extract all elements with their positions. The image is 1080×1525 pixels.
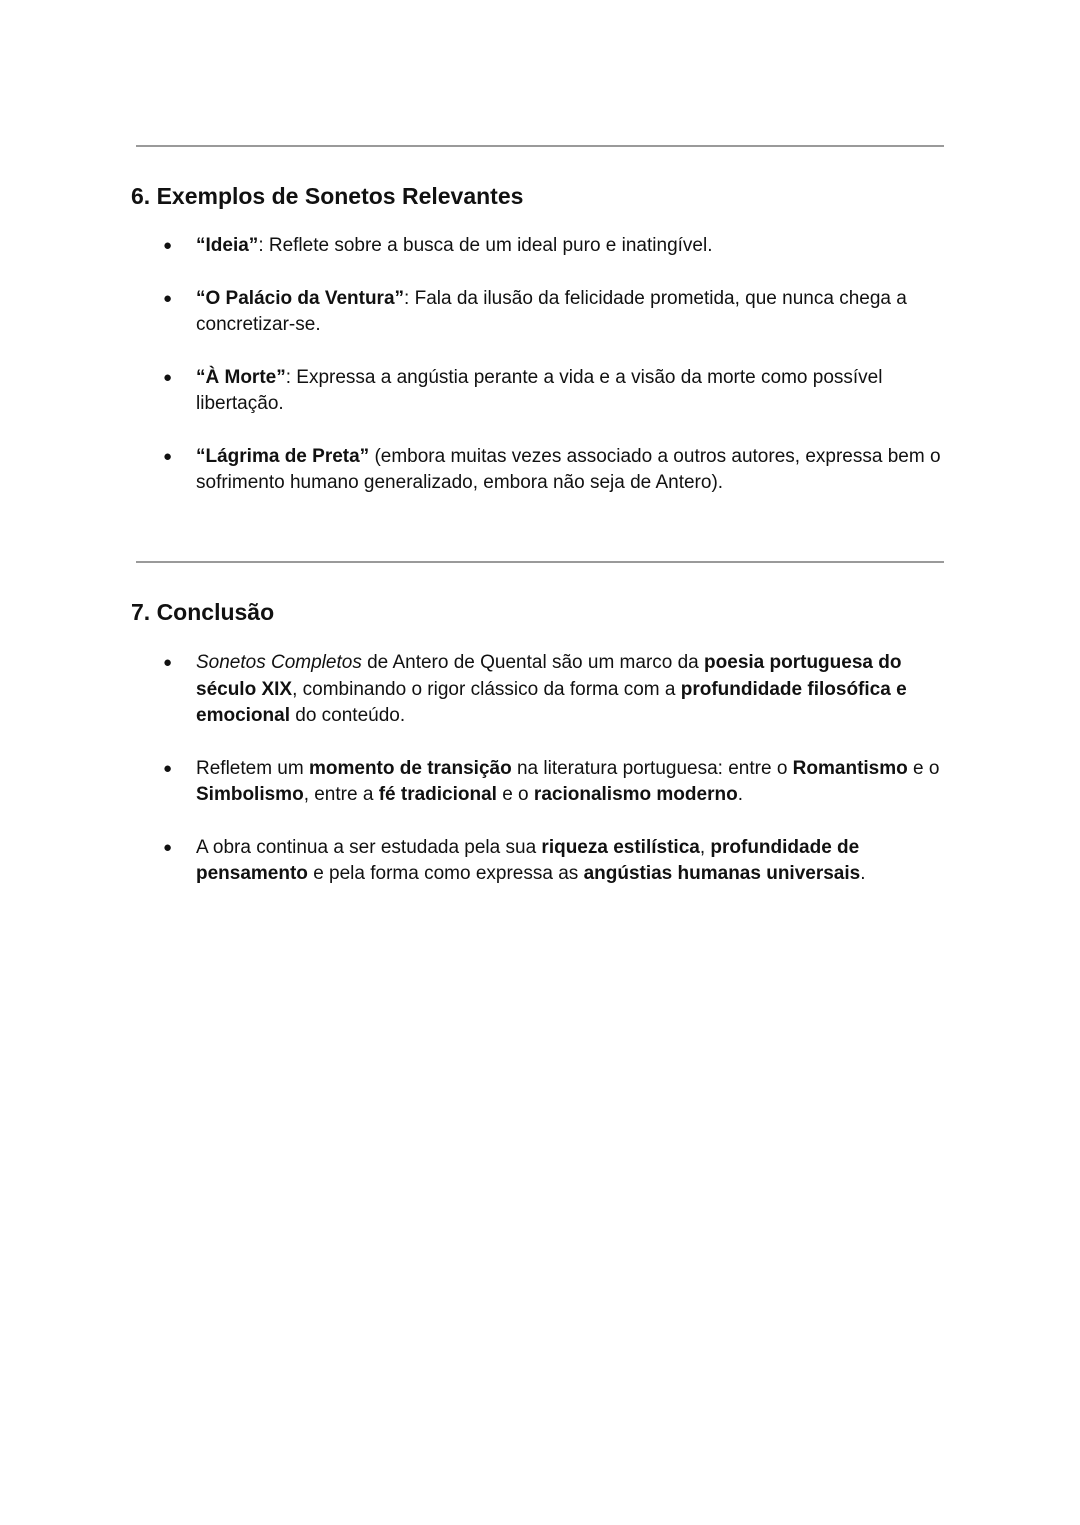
sonnet-title: “Lágrima de Preta” <box>196 445 370 467</box>
list-item <box>163 650 953 730</box>
list-item <box>163 286 953 339</box>
sonnet-title: “Ideia” <box>196 235 259 256</box>
bullet-icon: ● <box>163 289 173 307</box>
rich-text <box>196 758 939 806</box>
body-text: e o <box>907 757 940 779</box>
sonnet-examples-list <box>163 233 953 523</box>
bullet-icon: ● <box>163 237 173 254</box>
emphasis-text: Romantismo <box>792 757 908 779</box>
sonnet-description: : Expressa a angústia perante a vida e a visão da morte como possível libertação. <box>196 366 883 414</box>
emphasis-text: riqueza estilística <box>541 836 700 858</box>
bullet-icon: ● <box>163 654 173 671</box>
emphasis-text: momento de transição <box>308 757 512 779</box>
body-text: . <box>860 863 866 884</box>
body-text: e pela forma como expressa as <box>307 863 584 884</box>
emphasis-text: profundidade filosófica e emocional <box>196 678 907 726</box>
sonnet-title: “À Morte” <box>196 366 286 388</box>
list-item <box>163 835 953 888</box>
sonnet-description: : Reflete sobre a busca de um ideal puro e inatingível. <box>258 235 713 256</box>
section-heading: 7. Conclusão <box>131 599 275 625</box>
emphasis-text: profundidade de pensamento <box>196 836 860 884</box>
body-text: . <box>737 784 743 805</box>
bullet-icon: ● <box>163 759 173 777</box>
conclusion-list <box>163 650 953 914</box>
list-item <box>163 756 953 809</box>
body-text: A obra continua a ser estudada pela sua <box>196 836 542 858</box>
list-item <box>163 233 953 260</box>
body-text: , combinando o rigor clássico da forma com a <box>292 678 681 700</box>
rich-text <box>196 652 907 726</box>
body-text: e o <box>496 784 534 805</box>
sonnet-title: “O Palácio da Ventura” <box>196 287 405 309</box>
horizontal-divider <box>136 145 944 147</box>
sonnet-description: (embora muitas vezes associado a outros autores, expressa bem o sofrimento humano generalizado, embora não seja de Antero). <box>196 445 941 493</box>
bullet-icon: ● <box>163 447 173 465</box>
bullet-icon: ● <box>163 838 173 856</box>
emphasis-text: poesia portuguesa do século XIX <box>196 652 902 700</box>
body-text: na literatura portuguesa: entre o <box>511 757 793 779</box>
body-text: , <box>699 836 711 858</box>
body-text: do conteúdo. <box>289 705 406 726</box>
italic-title: Sonetos Completos <box>196 652 362 673</box>
emphasis-text: angústias humanas universais <box>583 863 861 884</box>
horizontal-divider <box>136 561 944 563</box>
list-item <box>163 444 953 497</box>
list-item <box>163 365 953 418</box>
rich-text <box>196 837 866 885</box>
body-text: de Antero de Quental são um marco da <box>361 652 705 673</box>
sonnet-description: : Fala da ilusão da felicidade prometida, que nunca chega a concretizar-se. <box>196 287 907 335</box>
emphasis-text: Simbolismo <box>196 784 304 805</box>
body-text: , entre a <box>303 784 379 805</box>
emphasis-text: fé tradicional <box>378 784 497 805</box>
section-heading: 6. Exemplos de Sonetos Relevantes <box>131 183 524 209</box>
bullet-icon: ● <box>163 368 173 386</box>
emphasis-text: racionalismo moderno <box>533 784 738 805</box>
body-text: Refletem um <box>196 757 309 779</box>
